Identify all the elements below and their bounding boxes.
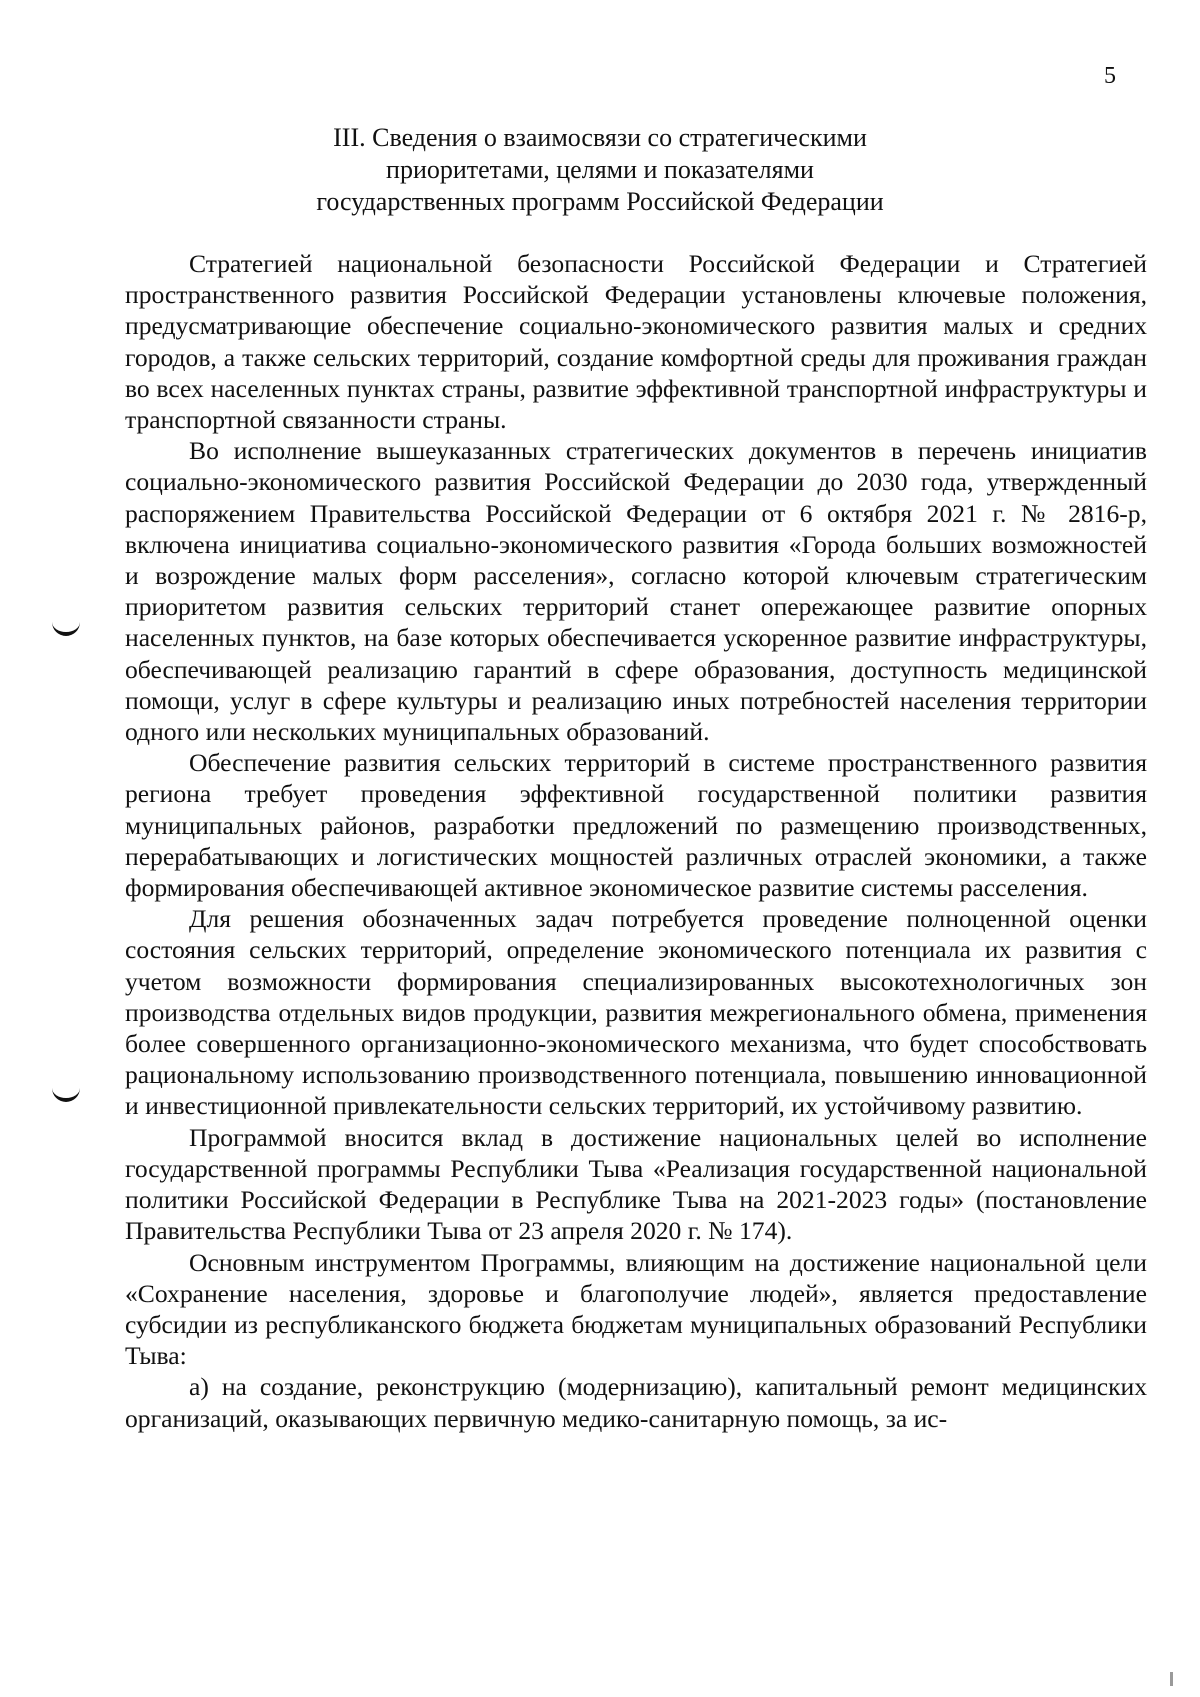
heading-line: III. Сведения о взаимосвязи со стратегическими — [333, 123, 867, 152]
document-body — [125, 248, 1147, 1434]
paragraph: Во исполнение вышеуказанных стратегических документов в перечень инициатив социально-экономического развития Российской Федерации до 2030 года, утвержденный распоряжением Правительства Российской Федерации от 6 октября 2021 г. № 2816-р, включена инициатива социально-экономического развития «Города больших возможностей и возрождение малых форм расселения», согласно которой ключевым стратегическим приоритетом развития сельских территорий станет опережающее развитие опорных населенных пунктов, на базе которых обеспечивается ускоренное развитие инфраструктуры, обеспечивающей реализацию гарантий в сфере образования, доступность медицинской помощи, услуг в сфере культуры и реализацию иных потребностей населения территории одного или нескольких муниципальных образований. — [125, 436, 1147, 747]
paragraph: Для решения обозначенных задач потребуется проведение полноценной оценки состояния сельских территорий, определение экономического потенциала их развития с учетом возможности формирования специализированных высокотехнологичных зон производства отдельных видов продукции, развития межрегионального обмена, применения более совершенного организационно-экономического механизма, что будет способствовать рациональному использованию производственного потенциала, повышению инновационной и инвестиционной привлекательности сельских территорий, их устойчивому развитию. — [125, 904, 1147, 1121]
binding-hole-mark — [52, 1086, 80, 1102]
paragraph: Программой вносится вклад в достижение национальных целей во исполнение государственной программы Республики Тыва «Реализация государственной национальной политики Российской Федерации в Республике Тыва на 2021-2023 годы» (постановление Правительства Республики Тыва от 23 апреля 2020 г. № 174). — [125, 1122, 1147, 1246]
heading-line: государственных программ Российской Федерации — [316, 187, 884, 216]
paragraph: Стратегией национальной безопасности Российской Федерации и Стратегией пространственного развития Российской Федерации установлены ключевые положения, предусматривающие обеспечение социально-экономического развития малых и средних городов, а также сельских территорий, создание комфортной среды для проживания граждан во всех населенных пунктах страны, развитие эффективной транспортной инфраструктуры и транспортной связанности страны. — [125, 249, 1147, 435]
page-number: 5 — [1104, 63, 1116, 89]
heading-line: приоритетами, целями и показателями — [386, 155, 814, 184]
paragraph: Обеспечение развития сельских территорий в системе пространственного развития региона требует проведения эффективной государственной политики развития муниципальных районов, разработки предложений по размещению производственных, перерабатывающих и логистических мощностей различных отраслей экономики, а также формирования обеспечивающей активное экономическое развитие системы расселения. — [125, 748, 1147, 903]
scan-edge-mark — [1170, 1672, 1173, 1686]
paragraph: а) на создание, реконструкцию (модернизацию), капитальный ремонт медицинских организаций, оказывающих первичную медико-санитарную помощь, за ис- — [125, 1372, 1147, 1433]
paragraph: Основным инструментом Программы, влияющим на достижение национальной цели «Сохранение населения, здоровье и благополучие людей», является предоставление субсидии из республиканского бюджета бюджетам муниципальных образований Республики Тыва: — [125, 1247, 1147, 1371]
binding-hole-mark — [52, 620, 80, 636]
section-heading — [250, 122, 950, 218]
